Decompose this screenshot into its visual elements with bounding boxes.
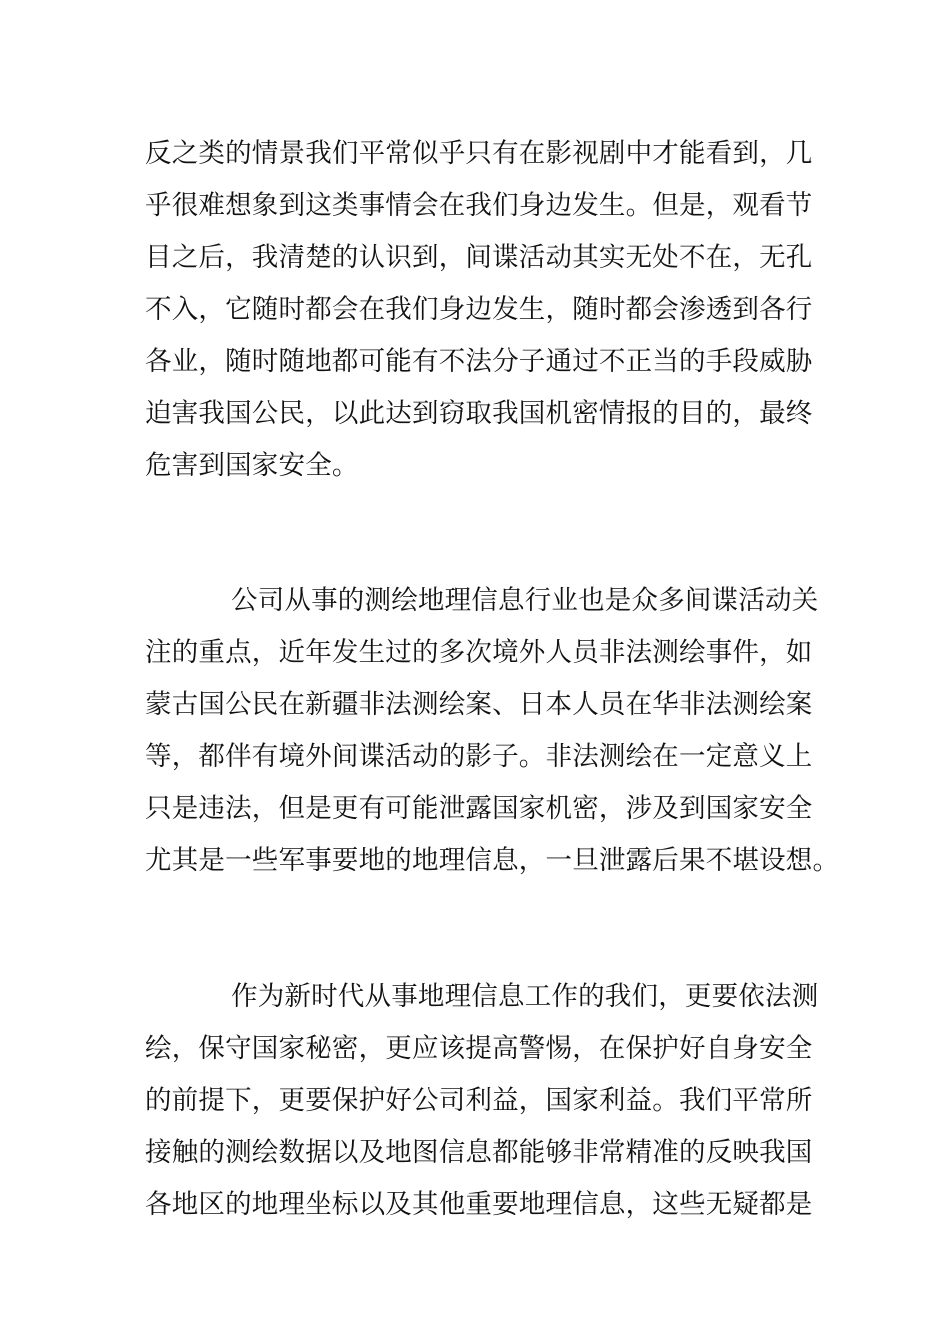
paragraph-line: 只是违法，但是更有可能泄露国家机密，涉及到国家安全 — [145, 793, 813, 824]
paragraph-line: 尤其是一些军事要地的地理信息，一旦泄露后果不堪设想。 — [145, 845, 840, 876]
paragraph-line: 等，都伴有境外间谍活动的影子。非法测绘在一定意义上 — [145, 741, 813, 772]
paragraph-line: 反之类的情景我们平常似乎只有在影视剧中才能看到，几 — [145, 138, 813, 169]
paragraph-line: 作为新时代从事地理信息工作的我们，更要依法测 — [231, 981, 819, 1012]
paragraph-line: 各地区的地理坐标以及其他重要地理信息，这些无疑都是 — [145, 1189, 813, 1220]
paragraph-line: 迫害我国公民，以此达到窃取我国机密情报的目的，最终 — [145, 398, 813, 429]
paragraph-line: 危害到国家安全。 — [145, 450, 359, 481]
paragraph-line: 蒙古国公民在新疆非法测绘案、日本人员在华非法测绘案 — [145, 689, 813, 720]
paragraph-line: 接触的测绘数据以及地图信息都能够非常精准的反映我国 — [145, 1137, 813, 1168]
paragraph-line: 注的重点，近年发生过的多次境外人员非法测绘事件，如 — [145, 637, 813, 668]
paragraph-line: 的前提下，更要保护好公司利益，国家利益。我们平常所 — [145, 1085, 813, 1116]
paragraph-2 — [145, 575, 840, 887]
paragraph-line: 乎很难想象到这类事情会在我们身边发生。但是，观看节 — [145, 190, 813, 221]
paragraph-3 — [145, 971, 819, 1231]
paragraph-1 — [145, 128, 813, 492]
paragraph-line: 不入，它随时都会在我们身边发生，随时都会渗透到各行 — [145, 294, 813, 325]
paragraph-line: 目之后，我清楚的认识到，间谍活动其实无处不在，无孔 — [145, 242, 813, 273]
paragraph-line: 各业，随时随地都可能有不法分子通过不正当的手段威胁 — [145, 346, 813, 377]
paragraph-line: 绘，保守国家秘密，更应该提高警惕，在保护好自身安全 — [145, 1033, 813, 1064]
paragraph-line: 公司从事的测绘地理信息行业也是众多间谍活动关 — [231, 585, 819, 616]
